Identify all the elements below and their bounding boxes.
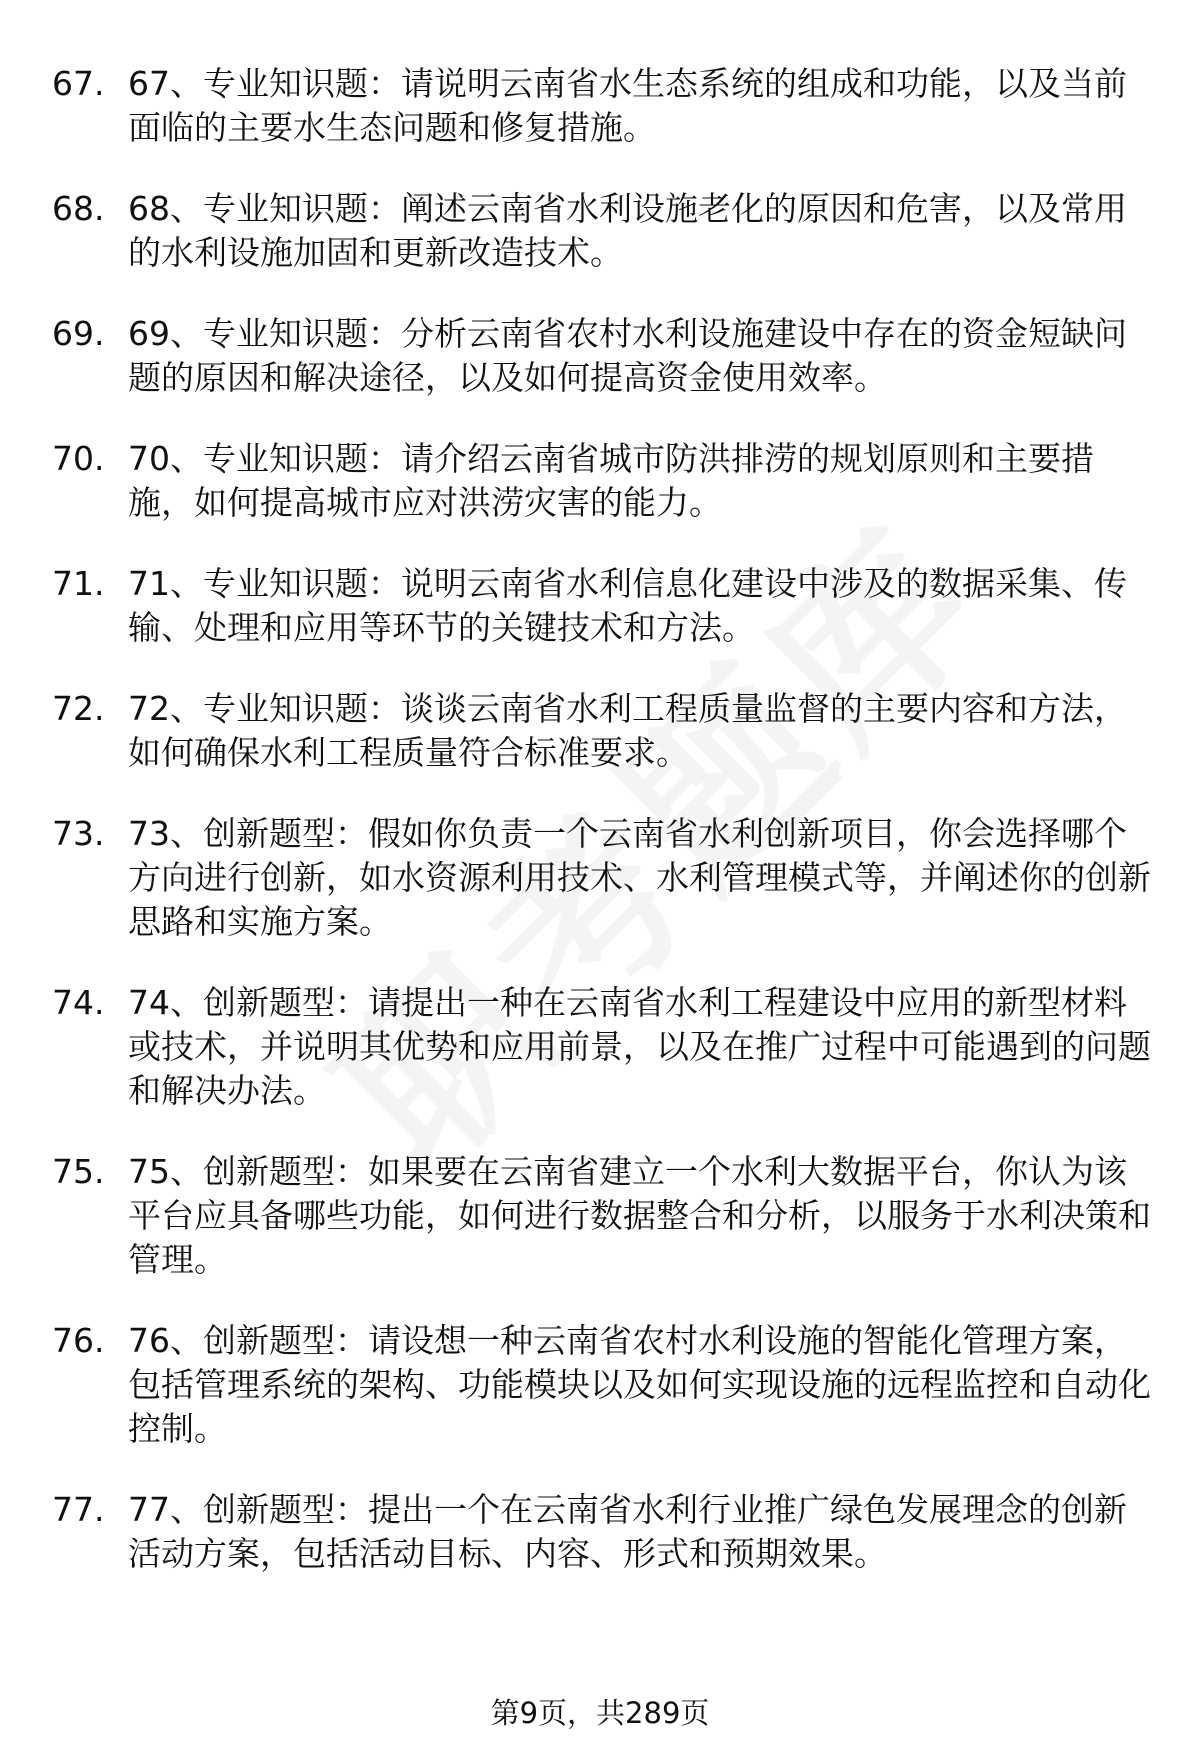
list-item: [0, 1319, 1200, 1451]
item-number: 68.: [52, 189, 105, 228]
item-text: 72、专业知识题：谈谈云南省水利工程质量监督的主要内容和方法，如何确保水利工程质量符合标准要求。: [128, 689, 1127, 772]
item-number: 77.: [52, 1490, 105, 1529]
list-item: [0, 62, 1200, 150]
list-item: [0, 687, 1200, 775]
item-number: 74.: [52, 983, 105, 1022]
list-item: [0, 981, 1200, 1113]
item-text: 67、专业知识题：请说明云南省水生态系统的组成和功能，以及当前面临的主要水生态问题和修复措施。: [128, 64, 1127, 147]
item-number: 67.: [52, 64, 105, 103]
item-text: 71、专业知识题：说明云南省水利信息化建设中涉及的数据采集、传输、处理和应用等环节的关键技术和方法。: [128, 564, 1127, 647]
item-text: 69、专业知识题：分析云南省农村水利设施建设中存在的资金短缺问题的原因和解决途径，以及如何提高资金使用效率。: [128, 314, 1127, 397]
item-number: 69.: [52, 314, 105, 353]
item-number: 73.: [52, 814, 105, 853]
list-item: [0, 1488, 1200, 1576]
item-number: 72.: [52, 689, 105, 728]
list-item: [0, 437, 1200, 525]
question-list: [0, 62, 1200, 1613]
item-number: 76.: [52, 1321, 105, 1360]
item-text: 73、创新题型：假如你负责一个云南省水利创新项目，你会选择哪个方向进行创新，如水资源利用技术、水利管理模式等，并阐述你的创新思路和实施方案。: [128, 814, 1151, 941]
item-number: 70.: [52, 439, 105, 478]
item-text: 70、专业知识题：请介绍云南省城市防洪排涝的规划原则和主要措施，如何提高城市应对洪涝灾害的能力。: [128, 439, 1094, 522]
list-item: [0, 812, 1200, 944]
item-text: 75、创新题型：如果要在云南省建立一个水利大数据平台，你认为该平台应具备哪些功能，如何进行数据整合和分析，以服务于水利决策和管理。: [128, 1152, 1151, 1279]
item-text: 68、专业知识题：阐述云南省水利设施老化的原因和危害，以及常用的水利设施加固和更新改造技术。: [128, 189, 1127, 272]
item-text: 77、创新题型：提出一个在云南省水利行业推广绿色发展理念的创新活动方案，包括活动目标、内容、形式和预期效果。: [128, 1490, 1127, 1573]
item-text: 76、创新题型：请设想一种云南省农村水利设施的智能化管理方案，包括管理系统的架构、功能模块以及如何实现设施的远程监控和自动化控制。: [128, 1321, 1151, 1448]
item-number: 75.: [52, 1152, 105, 1191]
item-number: 71.: [52, 564, 105, 603]
item-text: 74、创新题型：请提出一种在云南省水利工程建设中应用的新型材料或技术，并说明其优势和应用前景，以及在推广过程中可能遇到的问题和解决办法。: [128, 983, 1151, 1110]
list-item: [0, 312, 1200, 400]
list-item: [0, 562, 1200, 650]
list-item: [0, 1150, 1200, 1282]
page-footer: 第9页，共289页: [490, 1696, 710, 1730]
list-item: [0, 187, 1200, 275]
